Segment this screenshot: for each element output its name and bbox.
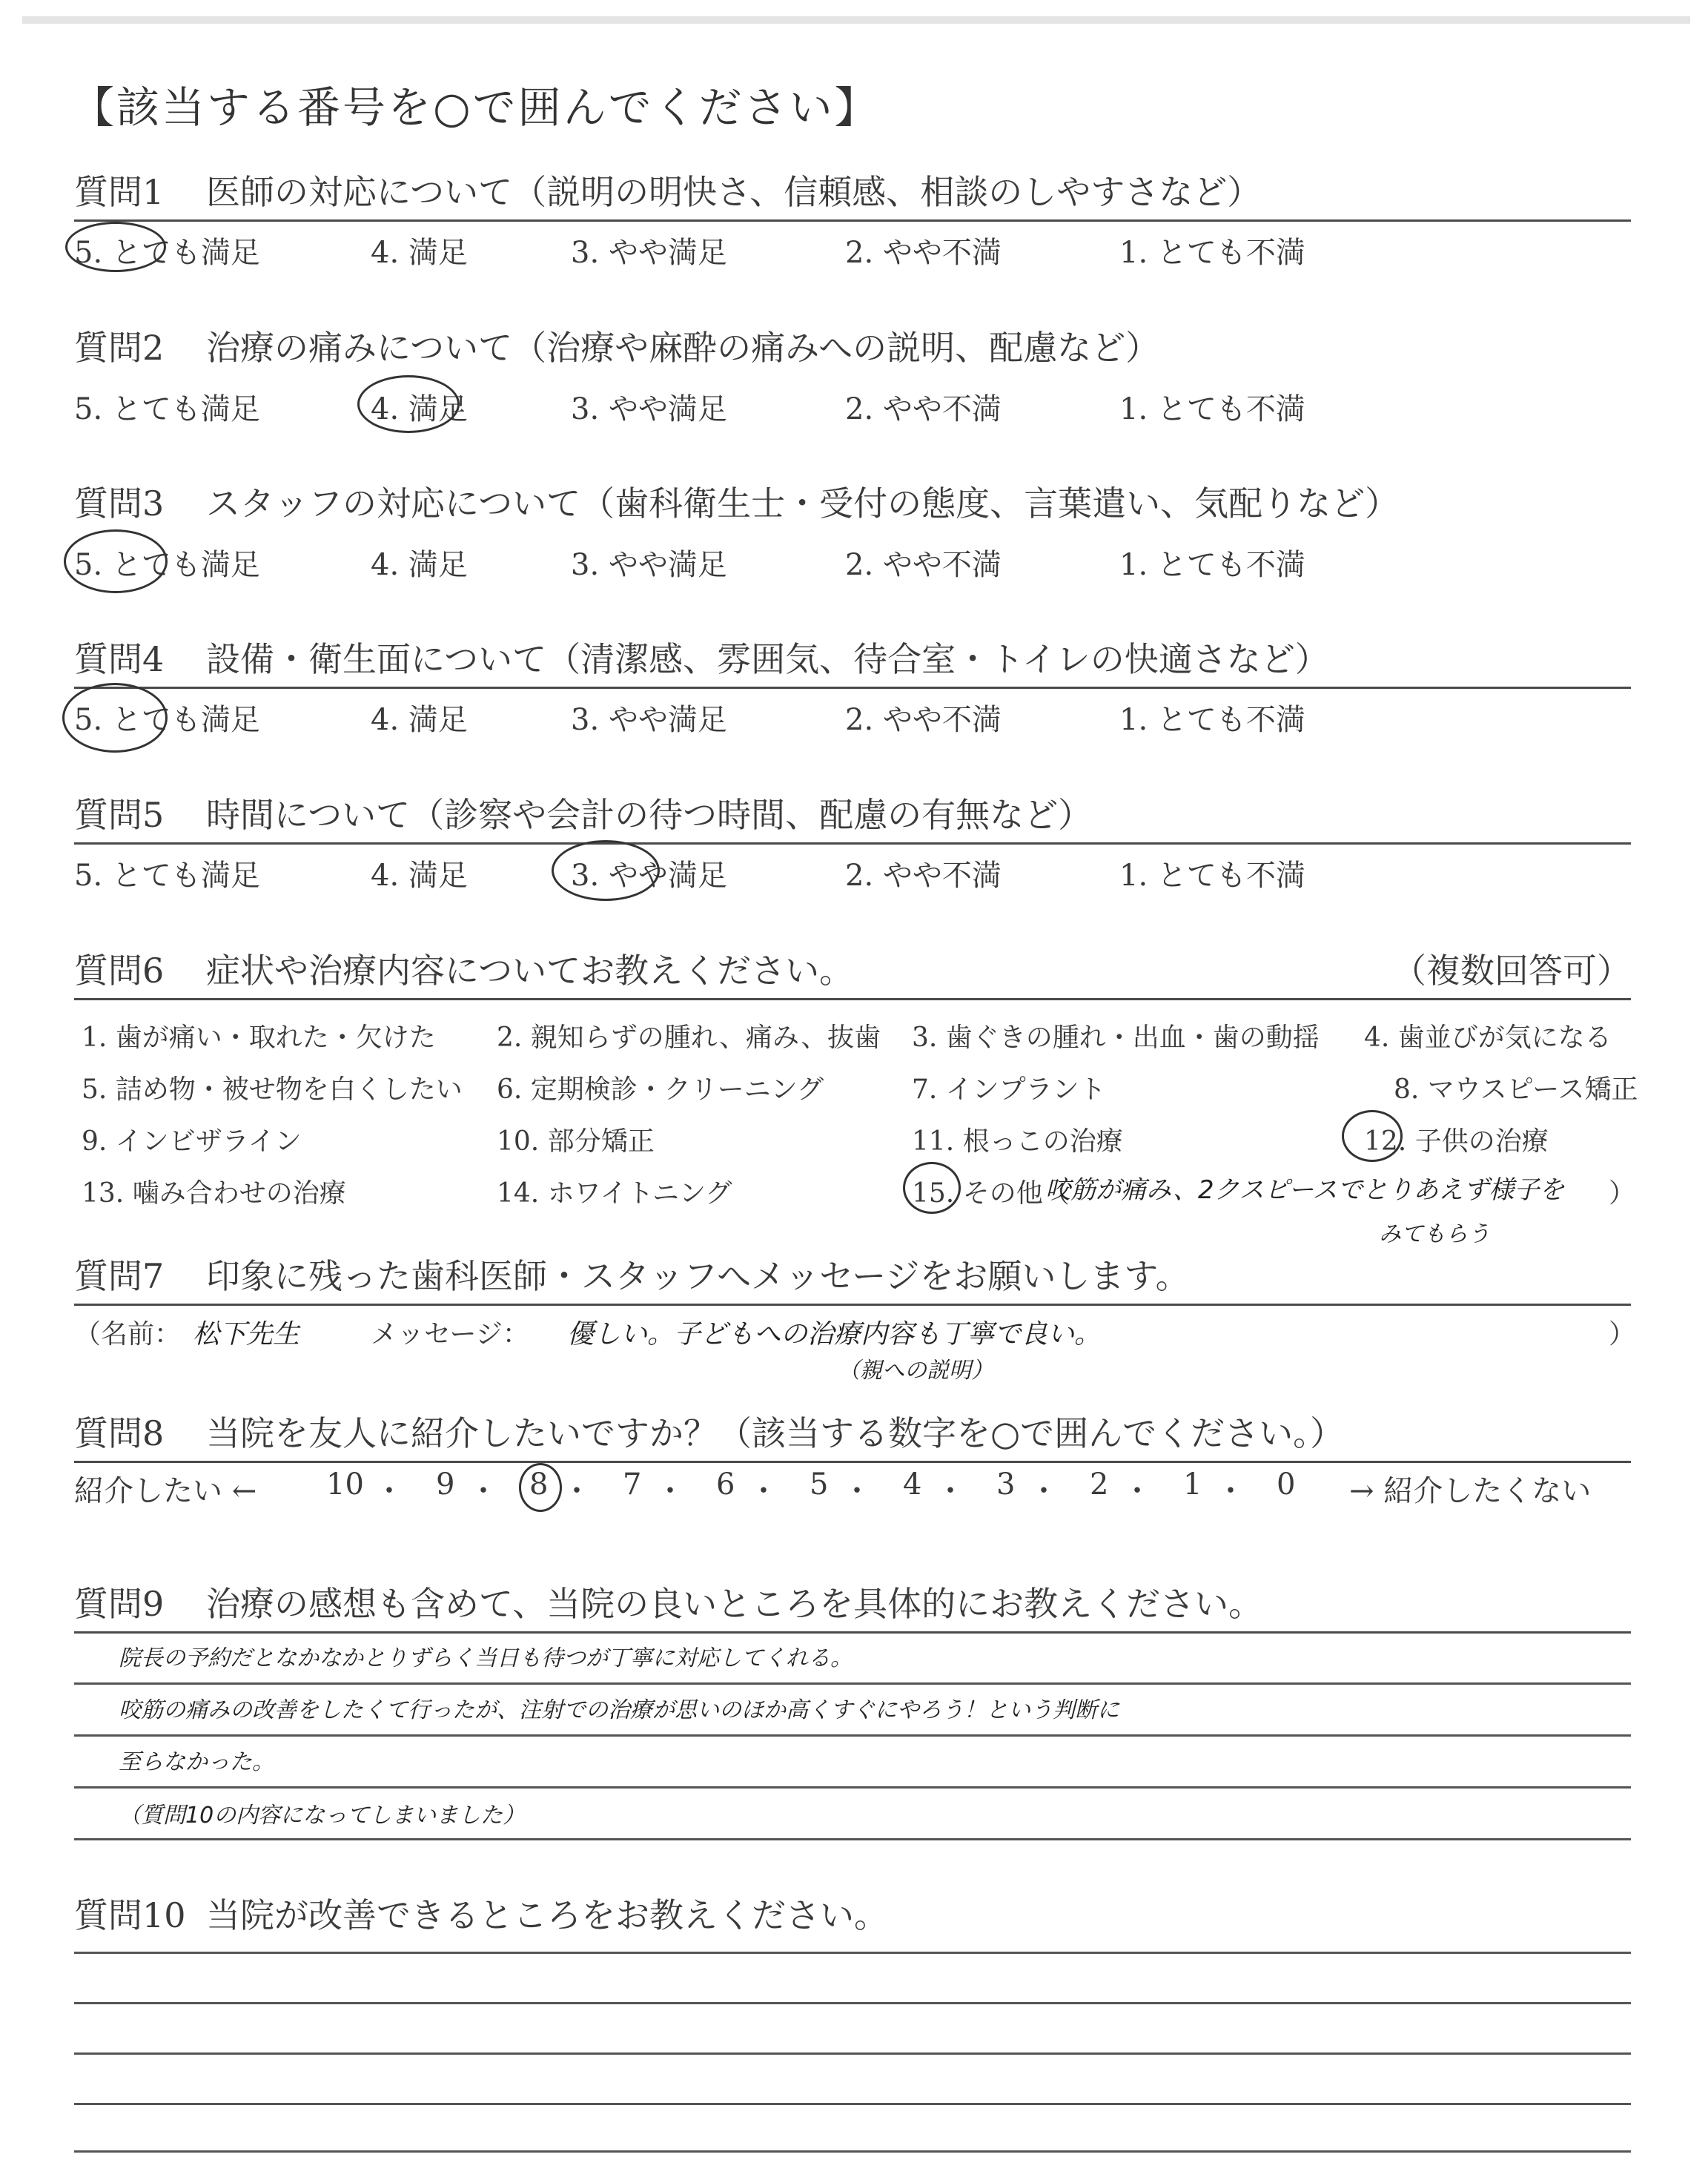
option-3[interactable]: 3. やや満足 bbox=[571, 392, 727, 426]
option-item[interactable]: 15. その他（ bbox=[912, 1178, 1070, 1209]
answer-circle bbox=[552, 840, 660, 901]
question-text: 治療の感想も含めて、当院の良いところを具体的にお教えください。 bbox=[206, 1584, 1263, 1624]
option-item[interactable]: 6. 定期検診・クリーニング bbox=[497, 1074, 824, 1105]
answer-circle bbox=[65, 222, 166, 272]
close-paren: ） bbox=[1609, 1178, 1636, 1209]
question-text: スタッフの対応について（歯科衛生士・受付の態度、言葉遣い、気配りなど） bbox=[206, 483, 1400, 524]
scale-value[interactable]: 2 bbox=[1090, 1467, 1109, 1502]
option-2[interactable]: 2. やや不満 bbox=[845, 703, 1002, 737]
option-1[interactable]: 1. とても不満 bbox=[1119, 548, 1305, 582]
question-text: 治療の痛みについて（治療や麻酔の痛みへの説明、配慮など） bbox=[206, 328, 1160, 368]
scale-value[interactable]: 10 bbox=[326, 1467, 364, 1502]
option-1[interactable]: 1. とても不満 bbox=[1119, 236, 1305, 270]
answer-circle bbox=[64, 529, 168, 593]
question-text: 症状や治療内容についてお教えください。 bbox=[206, 951, 854, 991]
question-6 bbox=[74, 948, 1638, 1247]
scale-left-label: 紹介したい ← bbox=[74, 1474, 257, 1508]
option-5[interactable]: 5. とても満足 bbox=[74, 859, 260, 893]
name-label: （名前： bbox=[74, 1319, 182, 1350]
ruled-line bbox=[74, 1952, 1631, 1954]
question-text: 設備・衛生面について（清潔感、雰囲気、待合室・トイレの快適さなど） bbox=[206, 639, 1329, 679]
ruled-line bbox=[74, 2150, 1631, 2153]
question-number: 質問2 bbox=[74, 328, 165, 368]
option-item[interactable]: 8. マウスピース矯正 bbox=[1394, 1074, 1638, 1105]
question-10 bbox=[74, 1892, 1631, 1938]
option-item[interactable]: 12. 子供の治療 bbox=[1364, 1126, 1549, 1157]
scale-right-label: → 紹介したくない bbox=[1349, 1474, 1592, 1508]
scale-dot: ・ bbox=[1122, 1474, 1152, 1508]
question-1 bbox=[74, 169, 1631, 269]
option-1[interactable]: 1. とても不満 bbox=[1119, 859, 1305, 893]
option-item[interactable]: 2. 親知らずの腫れ、痛み、抜歯 bbox=[497, 1023, 881, 1053]
ruled-line bbox=[74, 1786, 1631, 1789]
question-text: 当院を友人に紹介したいですか？（該当する数字を○で囲んでください。） bbox=[206, 1413, 1345, 1453]
question-3 bbox=[74, 480, 1631, 581]
scale-value[interactable]: 0 bbox=[1277, 1467, 1296, 1502]
ruled-line bbox=[74, 2052, 1631, 2055]
name-value: 松下先生 bbox=[193, 1319, 300, 1350]
question-number: 質問7 bbox=[74, 1256, 165, 1296]
question-text: 当院が改善できるところをお教えください。 bbox=[206, 1895, 888, 1935]
multiple-answer-note: （複数回答可） bbox=[1392, 951, 1631, 991]
question-text: 医師の対応について（説明の明快さ、信頼感、相談のしやすさなど） bbox=[206, 172, 1262, 212]
answer-line: 至らなかった。 bbox=[119, 1749, 274, 1775]
question-text: 印象に残った歯科医師・スタッフへメッセージをお願いします。 bbox=[206, 1256, 1190, 1296]
answer-circle bbox=[519, 1463, 562, 1512]
option-4[interactable]: 4. 満足 bbox=[371, 548, 468, 582]
answer-circle bbox=[62, 683, 168, 753]
options bbox=[74, 845, 1631, 892]
option-3[interactable]: 3. やや満足 bbox=[571, 236, 727, 270]
other-handwritten: 咬筋が痛み、2クスピースでとりあえず様子を bbox=[1045, 1175, 1565, 1205]
question-9 bbox=[74, 1581, 1631, 1856]
answer-line: 院長の予約だとなかなかとりずらく当日も待つが丁寧に対応してくれる。 bbox=[119, 1645, 853, 1671]
option-item[interactable]: 10. 部分矯正 bbox=[497, 1126, 655, 1157]
option-5[interactable]: 5. とても満足 bbox=[74, 548, 260, 582]
question-number: 質問6 bbox=[74, 951, 165, 991]
question-number: 質問8 bbox=[74, 1413, 165, 1453]
scale-dot: ・ bbox=[749, 1474, 778, 1508]
scale-dot: ・ bbox=[842, 1474, 872, 1508]
option-4[interactable]: 4. 満足 bbox=[371, 392, 468, 426]
question-8 bbox=[74, 1410, 1631, 1515]
option-2[interactable]: 2. やや不満 bbox=[845, 392, 1002, 426]
option-4[interactable]: 4. 満足 bbox=[371, 236, 468, 270]
option-3[interactable]: 3. やや満足 bbox=[571, 548, 727, 582]
option-item[interactable]: 1. 歯が痛い・取れた・欠けた bbox=[82, 1023, 436, 1053]
question-number: 質問4 bbox=[74, 639, 165, 679]
option-1[interactable]: 1. とても不満 bbox=[1119, 703, 1305, 737]
option-5[interactable]: 5. とても満足 bbox=[74, 703, 260, 737]
ruled-line bbox=[74, 2002, 1631, 2004]
scale-value[interactable]: 4 bbox=[903, 1467, 922, 1502]
scale-value[interactable]: 8 bbox=[529, 1467, 549, 1502]
answer-circle bbox=[357, 375, 460, 433]
scale-value[interactable]: 6 bbox=[716, 1467, 735, 1502]
rule bbox=[74, 998, 1631, 1000]
option-item[interactable]: 3. 歯ぐきの腫れ・出血・歯の動揺 bbox=[912, 1023, 1320, 1053]
message-value: 優しい。子どもへの治療内容も丁寧で良い。 bbox=[567, 1319, 1102, 1350]
option-item[interactable]: 7. インプラント bbox=[912, 1074, 1106, 1105]
question-text: 時間について（診察や会計の待つ時間、配慮の有無など） bbox=[206, 795, 1093, 835]
question-5 bbox=[74, 792, 1631, 892]
question-7 bbox=[74, 1253, 1636, 1387]
answer-circle bbox=[1342, 1110, 1403, 1162]
ruled-line bbox=[74, 1838, 1631, 1840]
answer-line: （質問10の内容になってしまいました） bbox=[119, 1803, 526, 1829]
other-handwritten-2: みてもらう bbox=[1379, 1221, 1490, 1247]
instruction-header: 【該当する番号を○で囲んでください】 bbox=[71, 82, 880, 133]
option-item[interactable]: 13. 噛み合わせの治療 bbox=[82, 1178, 346, 1209]
answer-circle bbox=[903, 1162, 961, 1214]
option-5[interactable]: 5. とても満足 bbox=[74, 392, 260, 426]
answer-lines bbox=[74, 1634, 1631, 1856]
option-2[interactable]: 2. やや不満 bbox=[845, 859, 1002, 893]
question-number: 質問9 bbox=[74, 1584, 165, 1624]
message-sub: （親への説明） bbox=[838, 1358, 993, 1384]
option-item[interactable]: 9. インビザライン bbox=[82, 1126, 302, 1157]
message-label: メッセージ： bbox=[371, 1319, 529, 1350]
option-4[interactable]: 4. 満足 bbox=[371, 703, 468, 737]
ruled-line bbox=[74, 1734, 1631, 1737]
close-paren: ） bbox=[1609, 1319, 1636, 1350]
question-4 bbox=[74, 636, 1631, 736]
answer-line: 咬筋の痛みの改善をしたくて行ったが、注射での治療が思いのほか高くすぐにやろう！という判断に bbox=[119, 1697, 1119, 1723]
question-number: 質問3 bbox=[74, 483, 165, 524]
options bbox=[74, 222, 1631, 269]
option-3[interactable]: 3. やや満足 bbox=[571, 703, 727, 737]
option-3[interactable]: 3. やや満足 bbox=[571, 859, 727, 893]
ruled-line bbox=[74, 2103, 1631, 2105]
option-item[interactable]: 4. 歯並びが気になる bbox=[1364, 1023, 1612, 1053]
question-number: 質問5 bbox=[74, 795, 165, 835]
ruled-line bbox=[74, 1682, 1631, 1685]
option-1[interactable]: 1. とても不満 bbox=[1119, 392, 1305, 426]
option-item[interactable]: 5. 詰め物・被せ物を白くしたい bbox=[82, 1074, 463, 1105]
scale-dot: ・ bbox=[1216, 1474, 1245, 1508]
scale-dot: ・ bbox=[374, 1474, 404, 1508]
scan-edge bbox=[22, 16, 1690, 24]
scale-dot: ・ bbox=[562, 1474, 592, 1508]
option-item[interactable]: 11. 根っこの治療 bbox=[912, 1126, 1123, 1157]
recommend-scale bbox=[74, 1463, 1631, 1515]
scale-value[interactable]: 3 bbox=[996, 1467, 1016, 1502]
options bbox=[74, 689, 1631, 736]
option-4[interactable]: 4. 満足 bbox=[371, 859, 468, 893]
option-item[interactable]: 14. ホワイトニング bbox=[497, 1178, 732, 1209]
option-5[interactable]: 5. とても満足 bbox=[74, 236, 260, 270]
scale-value[interactable]: 9 bbox=[436, 1467, 455, 1502]
scale-dot: ・ bbox=[655, 1474, 685, 1508]
question-number: 質問1 bbox=[74, 172, 165, 212]
option-2[interactable]: 2. やや不満 bbox=[845, 236, 1002, 270]
scale-dot: ・ bbox=[936, 1474, 965, 1508]
scale-dot: ・ bbox=[1029, 1474, 1059, 1508]
option-2[interactable]: 2. やや不満 bbox=[845, 548, 1002, 582]
message-row bbox=[74, 1306, 1636, 1387]
scale-value[interactable]: 1 bbox=[1183, 1467, 1202, 1502]
options bbox=[74, 378, 1631, 426]
options bbox=[74, 534, 1631, 581]
scale-value[interactable]: 7 bbox=[623, 1467, 642, 1502]
question-2 bbox=[74, 325, 1631, 426]
scale-dot: ・ bbox=[469, 1474, 498, 1508]
scale-value[interactable]: 5 bbox=[810, 1467, 829, 1502]
question-number: 質問10 bbox=[74, 1895, 186, 1935]
